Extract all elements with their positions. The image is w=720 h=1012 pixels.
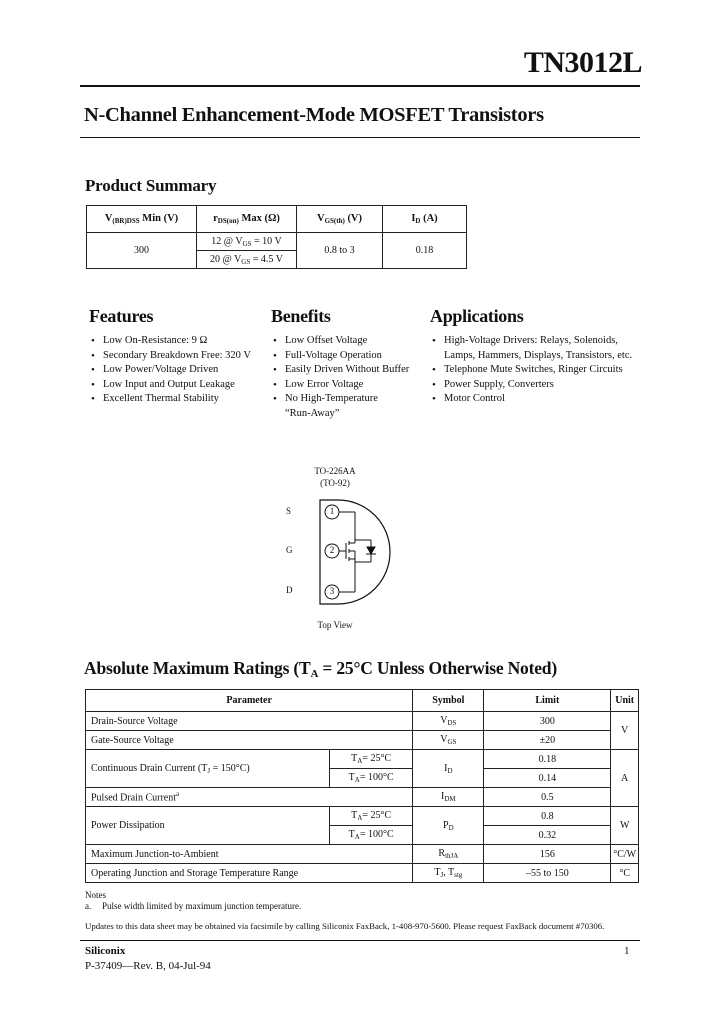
- pin-d-label: D: [286, 585, 293, 595]
- ratings-heading: Absolute Maximum Ratings (TA = 25°C Unless Otherwise Noted): [84, 658, 557, 680]
- idm-param: Pulsed Drain Current$^a$: [86, 788, 413, 807]
- table-row: [86, 731, 639, 750]
- vgs-symbol: $V_{GS}$: [413, 731, 484, 750]
- temp-unit: °C: [611, 864, 639, 883]
- feature-item: • Secondary Breakdown Free: 320 V: [89, 349, 269, 364]
- package-alt-name: (TO-92): [320, 478, 350, 488]
- id-param: Continuous Drain Current $(T_J = 150^\circ C)$: [86, 750, 330, 788]
- vds-limit: 300: [484, 712, 611, 731]
- pd-cond-100: $T_A= 100^\circ C$: [330, 826, 413, 845]
- temp-symbol: $T_J$, $T_{stg}$: [413, 864, 484, 883]
- page-title: N-Channel Enhancement-Mode MOSFET Transistors: [84, 104, 544, 126]
- application-item: • Telephone Mute Switches, Ringer Circuits: [430, 363, 640, 378]
- voltage-unit: V: [611, 712, 639, 750]
- pd-limit-100: 0.32: [484, 826, 611, 845]
- pin-number-2: 2: [329, 545, 335, 555]
- pin-s-label: S: [286, 506, 292, 516]
- product-summary-heading: Product Summary: [85, 176, 217, 195]
- idm-symbol: $I_{DM}$: [413, 788, 484, 807]
- id-limit-100: 0.14: [484, 769, 611, 788]
- pd-limit-25: 0.8: [484, 807, 611, 826]
- temp-limit: –55 to 150: [484, 864, 611, 883]
- col-vgs-header: $V_{GS(th)}$ (V): [297, 206, 383, 233]
- ratings-header-row: [86, 690, 639, 712]
- table-row: [86, 807, 639, 826]
- col-rds-header: $r_{DS(on)}$ Max (Ω): [197, 206, 297, 233]
- package-diagram: [283, 494, 393, 610]
- package-name: TO-226AA: [314, 466, 356, 476]
- features-section: [89, 306, 269, 407]
- feature-item: • Excellent Thermal Stability: [89, 392, 269, 407]
- col-symbol-header: Symbol: [413, 690, 484, 712]
- application-item: • High-Voltage Drivers: Relays, Solenoids, Lamps, Hammers, Displays, Transistors, etc.: [430, 334, 640, 363]
- power-unit: W: [611, 807, 639, 845]
- note-a-text: Pulse width limited by maximum junction temperature.: [102, 901, 302, 911]
- benefit-item: • No High-Temperature “Run-Away”: [271, 392, 403, 421]
- vgs-param: Gate-Source Voltage: [86, 731, 413, 750]
- benefits-heading: Benefits: [271, 306, 331, 326]
- benefits-section: [271, 306, 429, 421]
- idm-limit: 0.5: [484, 788, 611, 807]
- col-unit-header: Unit: [611, 690, 639, 712]
- benefit-item: • Low Offset Voltage: [271, 334, 429, 349]
- id-symbol: $I_D$: [413, 750, 484, 788]
- pd-symbol: $P_D$: [413, 807, 484, 845]
- pd-param: Power Dissipation: [86, 807, 330, 845]
- table-row: [86, 712, 639, 731]
- id-cond-25: $T_A= 25^\circ C$: [330, 750, 413, 769]
- notes-label: Notes: [85, 890, 106, 900]
- rth-unit: °C/W: [611, 845, 639, 864]
- rth-limit: 156: [484, 845, 611, 864]
- rth-param: Maximum Junction-to-Ambient: [86, 845, 413, 864]
- table-row: [86, 864, 639, 883]
- summary-header-row: [87, 206, 467, 233]
- application-item: • Motor Control: [430, 392, 640, 407]
- vds-param: Drain-Source Voltage: [86, 712, 413, 731]
- top-view-label: Top View: [317, 620, 353, 630]
- benefit-item: • Full-Voltage Operation: [271, 349, 429, 364]
- applications-section: [430, 306, 640, 407]
- col-limit-header: Limit: [484, 690, 611, 712]
- pin-number-1: 1: [329, 506, 335, 516]
- vds-symbol: $V_{DS}$: [413, 712, 484, 731]
- pd-cond-25: $T_A= 25^\circ C$: [330, 807, 413, 826]
- application-item: • Power Supply, Converters: [430, 378, 640, 393]
- feature-item: • Low On-Resistance: 9 Ω: [89, 334, 269, 349]
- features-heading: Features: [89, 306, 154, 326]
- pin-g-label: G: [286, 545, 293, 555]
- document-id: P-37409—Rev. B, 04-Jul-94: [85, 960, 211, 972]
- vgs-limit: ±20: [484, 731, 611, 750]
- benefit-item: • Low Error Voltage: [271, 378, 429, 393]
- product-summary-table: [86, 205, 467, 269]
- applications-heading: Applications: [430, 306, 524, 326]
- table-row: [86, 845, 639, 864]
- col-parameter-header: Parameter: [86, 690, 413, 712]
- pin-number-3: 3: [329, 586, 335, 596]
- rds-value-1: 12 @ $V_{GS} = 10$ V: [197, 233, 297, 251]
- id-cond-100: $T_A= 100^\circ C$: [330, 769, 413, 788]
- current-unit: A: [611, 750, 639, 807]
- feature-item: • Low Input and Output Leakage: [89, 378, 269, 393]
- rth-symbol: $R_{thJA}$: [413, 845, 484, 864]
- title-rule: [80, 137, 640, 138]
- page-number: 1: [624, 945, 630, 957]
- vbr-value: 300: [87, 233, 197, 269]
- company-name: Siliconix: [85, 945, 126, 957]
- note-a-marker: a.: [85, 901, 92, 911]
- summary-row: [87, 233, 467, 251]
- feature-item: • Low Power/Voltage Driven: [89, 363, 269, 378]
- temp-param: Operating Junction and Storage Temperature Range: [86, 864, 413, 883]
- update-note: Updates to this data sheet may be obtained via facsimile by calling Siliconix FaxBack, 1-408-970-5600. Please request FaxBack document #70306.: [85, 921, 605, 931]
- id-limit-25: 0.18: [484, 750, 611, 769]
- part-number: TN3012L: [523, 46, 642, 79]
- benefit-item: • Easily Driven Without Buffer: [271, 363, 429, 378]
- table-row: [86, 788, 639, 807]
- footer-rule: [80, 940, 640, 941]
- col-vbr-header: $V_{(BR)DSS}$ Min (V): [87, 206, 197, 233]
- id-value: 0.18: [383, 233, 467, 269]
- mosfet-symbol: [339, 512, 376, 592]
- col-id-header: $I_D$ (A): [383, 206, 467, 233]
- table-row: [86, 750, 639, 769]
- vgs-value: 0.8 to 3: [297, 233, 383, 269]
- header-rule: [80, 85, 640, 87]
- rds-value-2: 20 @ $V_{GS} = 4.5$ V: [197, 251, 297, 269]
- ratings-table: [85, 689, 639, 883]
